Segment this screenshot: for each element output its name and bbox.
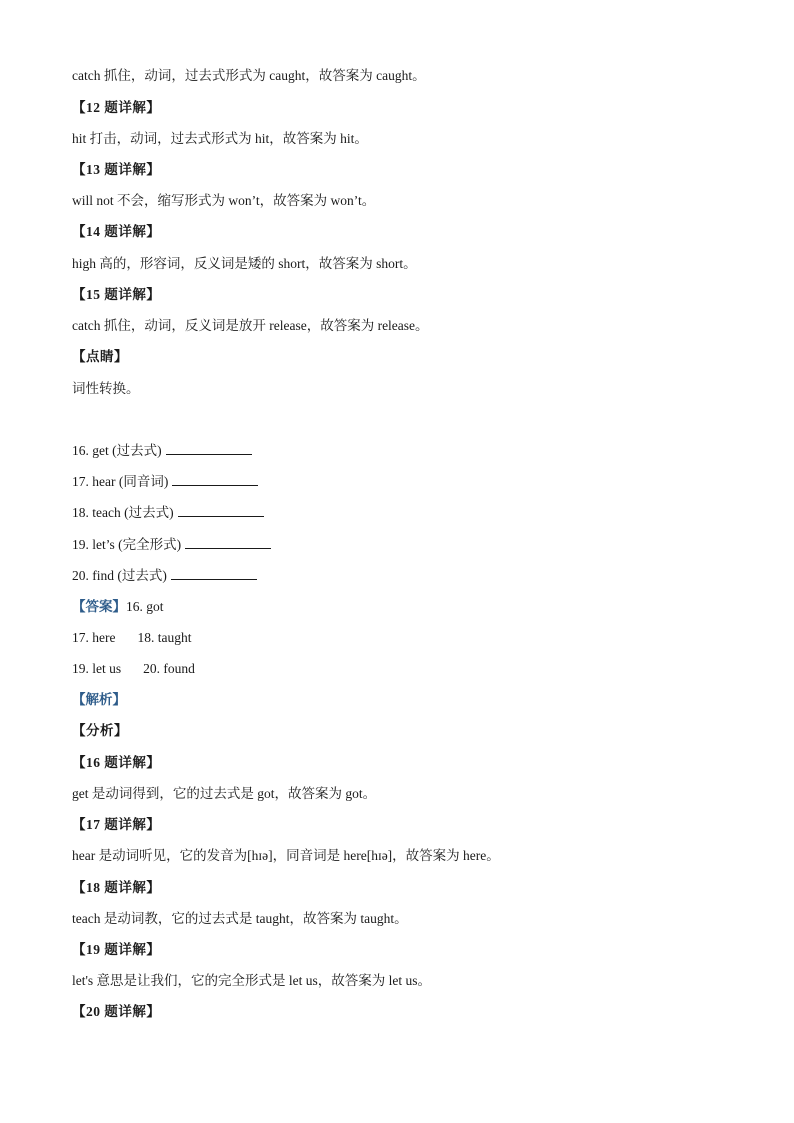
question-17: [72, 473, 258, 491]
heading-14: 【14 题详解】: [72, 224, 161, 239]
explanation-12: hit 打击，动词，过去式形式为 hit，故答案为 hit。: [72, 131, 368, 146]
heading-17: 【17 题详解】: [72, 817, 161, 832]
heading-fenxi: 【分析】: [72, 723, 128, 738]
question-20-text: 20. find (过去式): [72, 568, 167, 583]
question-16: [72, 442, 252, 460]
explanation-11: catch 抓住，动词，过去式形式为 caught，故答案为 caught。: [72, 68, 426, 83]
answer-blank: [172, 473, 258, 486]
question-20: [72, 567, 257, 585]
explanation-18: teach 是动词教，它的过去式是 taught，故答案为 taught。: [72, 911, 408, 926]
question-16-text: 16. get (过去式): [72, 443, 162, 458]
dianjing-text: 词性转换。: [72, 381, 140, 396]
heading-12: 【12 题详解】: [72, 100, 161, 115]
heading-18: 【18 题详解】: [72, 880, 161, 895]
heading-15: 【15 题详解】: [72, 287, 161, 302]
heading-20: 【20 题详解】: [72, 1004, 161, 1019]
answer-line-1: [72, 598, 164, 616]
explanation-17: hear 是动词听见，它的发音为[hɪə]，同音词是 here[hɪə]，故答案为 here。: [72, 848, 500, 863]
heading-13: 【13 题详解】: [72, 162, 161, 177]
question-19: [72, 536, 271, 554]
answer-16: 16. got: [126, 599, 164, 614]
question-17-text: 17. hear (同音词): [72, 474, 169, 489]
answer-blank: [185, 536, 271, 549]
explanation-16: get 是动词得到，它的过去式是 got，故答案为 got。: [72, 786, 377, 801]
heading-16: 【16 题详解】: [72, 755, 161, 770]
answer-19: 19. let us: [72, 661, 122, 676]
answer-20: 20. found: [143, 661, 195, 676]
heading-dianjing: 【点睛】: [72, 349, 128, 364]
answer-18: 18. taught: [137, 630, 192, 645]
answer-line-2: [72, 629, 191, 647]
question-18: [72, 504, 264, 522]
heading-19: 【19 题详解】: [72, 942, 161, 957]
explanation-14: high 高的，形容词，反义词是矮的 short，故答案为 short。: [72, 256, 417, 271]
answer-label: 【答案】: [72, 599, 126, 614]
answer-line-3: [72, 660, 195, 678]
question-18-text: 18. teach (过去式): [72, 505, 174, 520]
answer-blank: [166, 442, 252, 455]
answer-blank: [171, 567, 257, 580]
answer-17: 17. here: [72, 630, 116, 645]
analysis-label: 【解析】: [72, 692, 126, 707]
explanation-15: catch 抓住，动词，反义词是放开 release，故答案为 release。: [72, 318, 429, 333]
explanation-19: let's 意思是让我们，它的完全形式是 let us，故答案为 let us。: [72, 973, 432, 988]
question-19-text: 19. let’s (完全形式): [72, 537, 182, 552]
explanation-13: will not 不会，缩写形式为 won’t，故答案为 won’t。: [72, 193, 376, 208]
answer-blank: [178, 504, 264, 517]
